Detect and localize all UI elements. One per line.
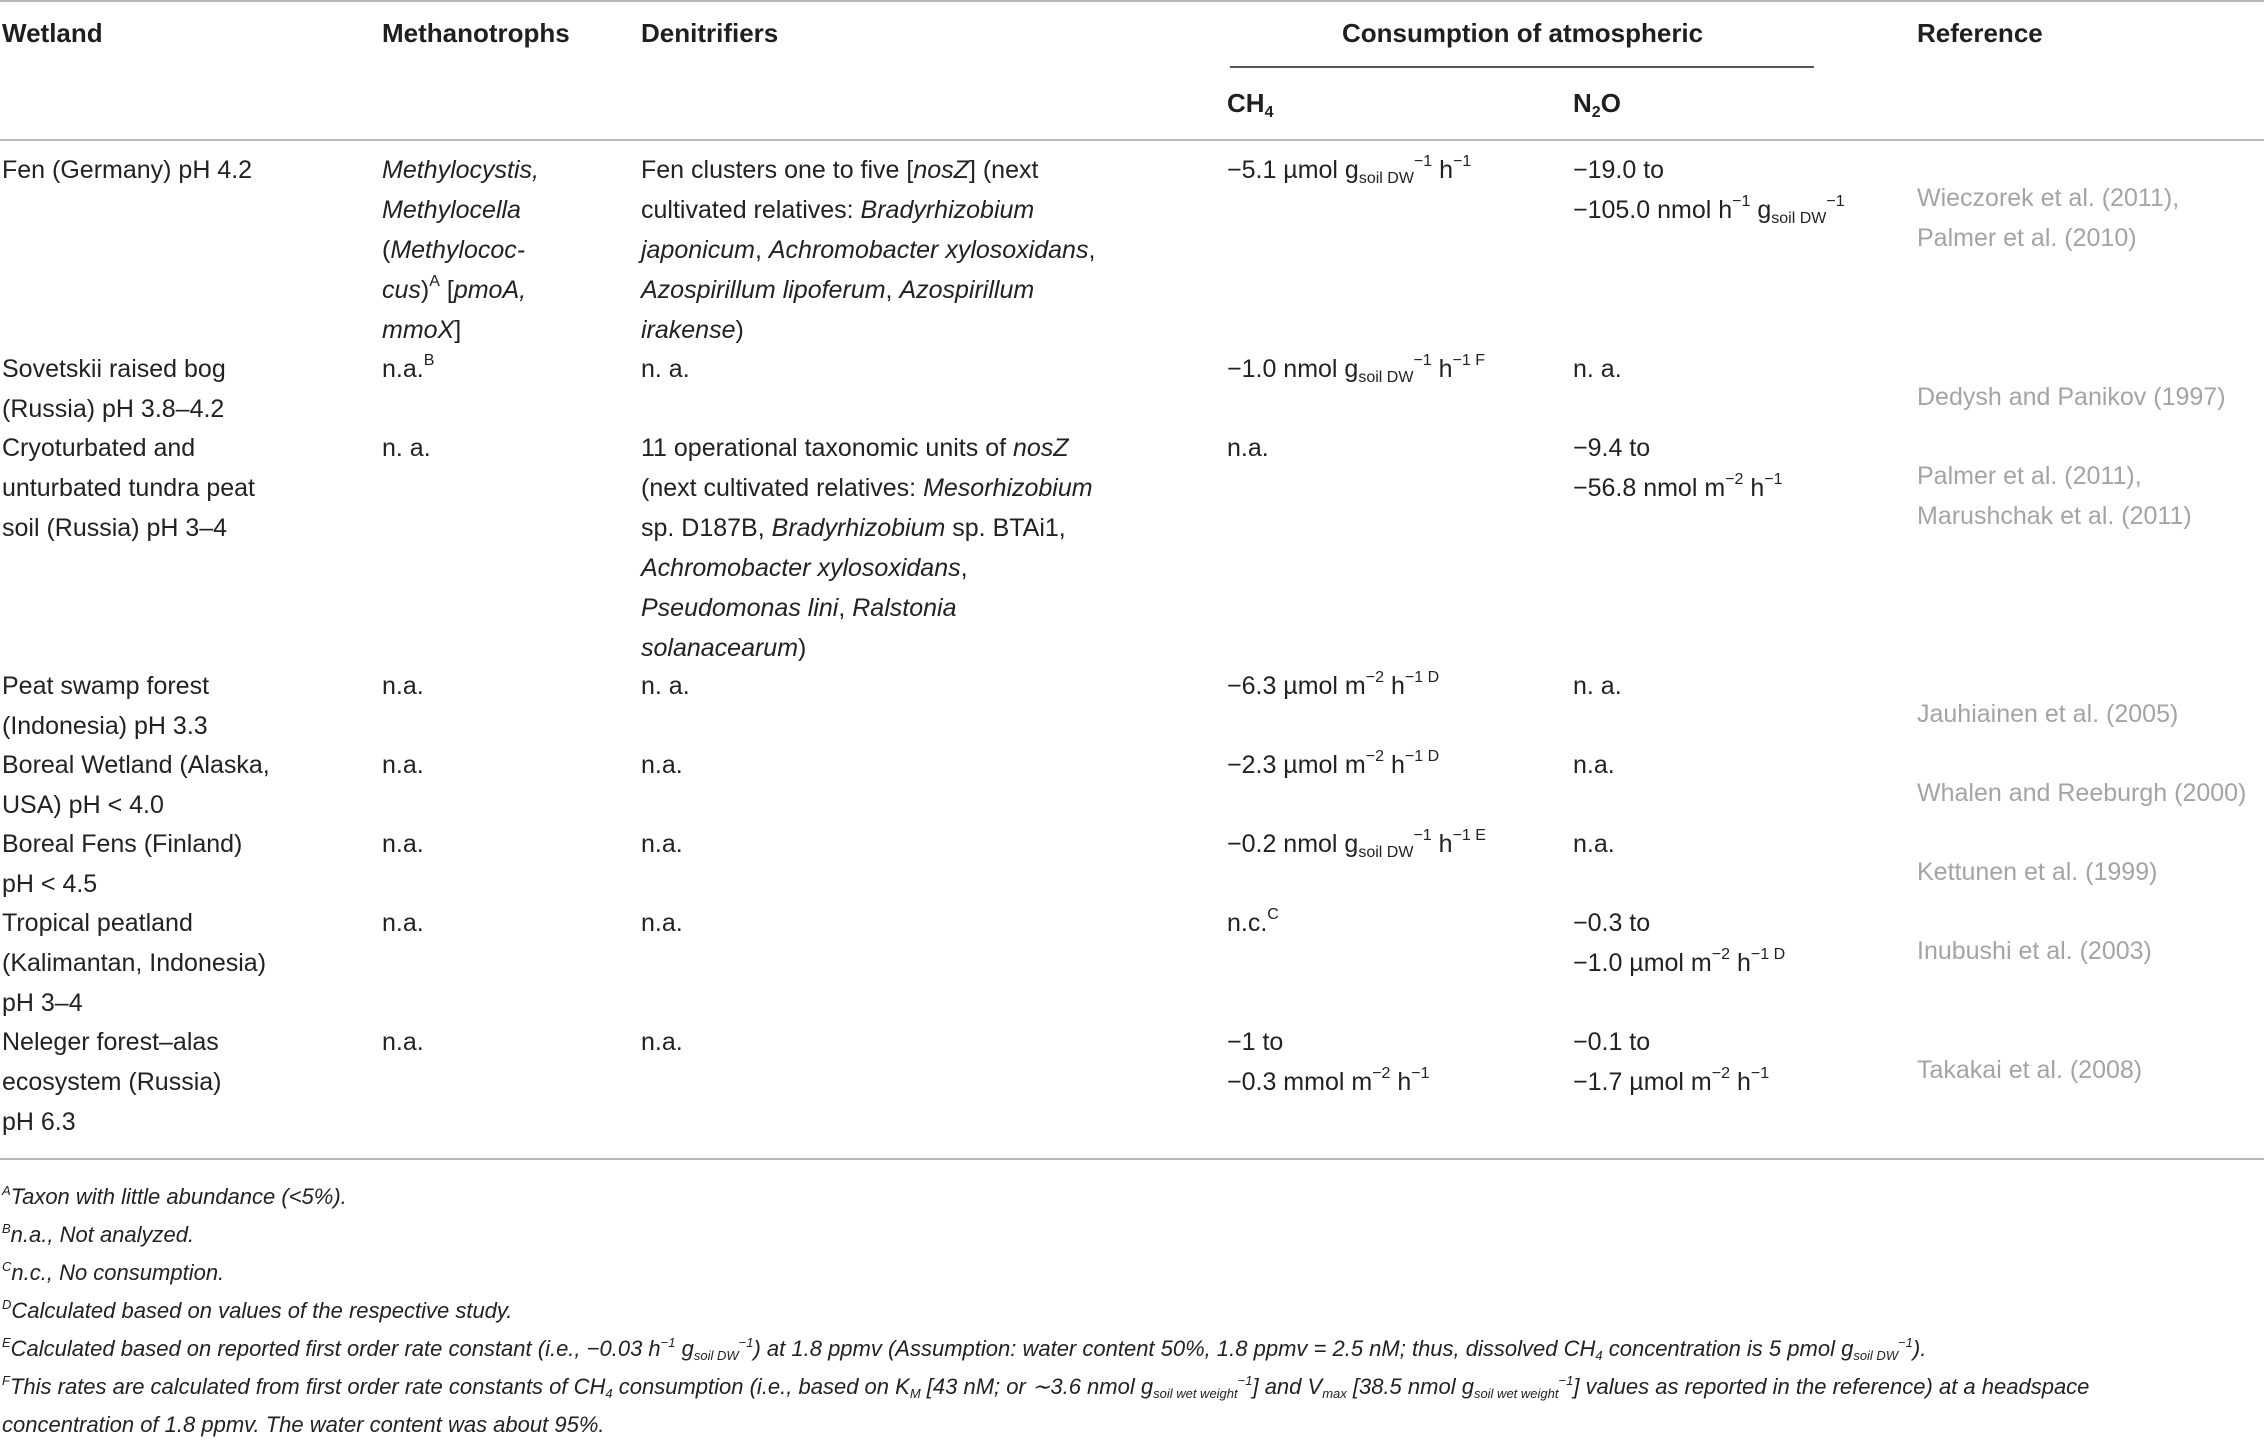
cell-ch4: n.c.$^C$ (1227, 906, 1279, 937)
cell-denitrifiers: n.a. (641, 830, 683, 858)
cell-methanotrophs: n.a. (382, 751, 424, 779)
cell-methanotrophs: n.a.$^B$ (382, 352, 435, 383)
cell-ch4: −5.1 µmol $g_{soil DW}^{-1}$ $h^{-1}$ (1227, 153, 1472, 187)
cell-reference: Dedysh and Panikov (1997) (1917, 383, 2226, 411)
cell-ch4: −6.3 µmol $m^{-2}$ $h^{-1 D}$ (1227, 669, 1440, 700)
cell-reference: Palmer et al. (2011), Marushchak et al. (2011) (1917, 462, 2192, 530)
footnote-d: $^D$Calculated based on values of the respective study. (2, 1297, 513, 1323)
cell-n2o: n.a. (1573, 751, 1615, 779)
table-top-rule (0, 0, 2264, 2)
cell-n2o: n. a. (1573, 355, 1622, 383)
cell-n2o: n. a. (1573, 672, 1622, 700)
cell-n2o: −19.0 to −105.0 nmol $h^{-1}$ $g_{soil DW}^{-1}$ (1573, 156, 1845, 227)
cell-methanotrophs: n.a. (382, 1028, 424, 1056)
header-denitrifiers: Denitrifiers (641, 18, 779, 48)
cell-methanotrophs: n. a. (382, 434, 431, 462)
cell-denitrifiers: n. a. (641, 672, 690, 700)
cell-denitrifiers: n.a. (641, 751, 683, 779)
cell-reference: Whalen and Reeburgh (2000) (1917, 779, 2247, 807)
cell-wetland: Tropical peatland (Kalimantan, Indonesia) pH 3–4 (2, 909, 267, 1017)
cell-wetland: Boreal Fens (Finland) pH < 4.5 (2, 830, 243, 898)
table-bottom-rule (0, 1158, 2264, 1160)
header-ch4: $CH_4$ (1227, 88, 1274, 121)
footnote-b: $^B$n.a., Not analyzed. (2, 1221, 195, 1247)
header-n2o: $N_2O$ (1573, 88, 1621, 121)
cell-ch4: −2.3 µmol $m^{-2}$ $h^{-1 D}$ (1227, 748, 1440, 779)
header-wetland: Wetland (2, 18, 103, 48)
cell-n2o: −0.3 to −1.0 µmol $m^{-2}$ $h^{-1 D}$ (1573, 909, 1786, 977)
footnote-e: $^E$Calculated based on reported first order rate constant (i.e., −0.03 $h^{-1}$ $g_{soil DW}^{-1}$) at 1.8 ppmv (Assumption: water content 50%, 1.8 ppmv = 2.5 nM; thus, dissolved $CH_4$ concentration is 5 pmol $g_{soil DW}^{-1}$). (2, 1335, 1927, 1363)
footnote-a: $^A$Taxon with little abundance (<5%). (2, 1183, 347, 1209)
header-methanotrophs: Methanotrophs (382, 18, 570, 48)
cell-reference: Takakai et al. (2008) (1917, 1056, 2143, 1084)
header-bottom-rule (0, 139, 2264, 141)
cell-denitrifiers: Fen clusters one to five [nosZ] (next cultivated relatives: Bradyrhizobium japonicum, Achromobacter xylosoxidans, Azospirillum lipoferum, Azospirillum irakense) (641, 156, 1096, 344)
cell-methanotrophs: n.a. (382, 672, 424, 700)
cell-ch4: n.a. (1227, 434, 1269, 462)
cell-wetland: Sovetskii raised bog (Russia) pH 3.8–4.2 (2, 355, 226, 423)
cell-ch4: −0.2 nmol $g_{soil DW}^{-1}$ $h^{-1 E}$ (1227, 827, 1486, 861)
cell-reference: Wieczorek et al. (2011), Palmer et al. (2010) (1917, 184, 2180, 252)
cell-n2o: n.a. (1573, 830, 1615, 858)
cell-n2o: −9.4 to −56.8 nmol $m^{-2}$ $h^{-1}$ (1573, 434, 1783, 502)
header-consumption: Consumption of atmospheric (1342, 18, 1704, 48)
footnote-f: $^F$This rates are calculated from first order rate constants of $CH_4$ consumption (i.e., based on $K_M$ [43 nM; or ∼3.6 nmol $g_{soil wet weight}^{-1}$] and $V_{max}$ [38.5 nmol $g_{soil wet weight}^{-1}$] values as reported in the reference) at a headspace concentration of 1.8 ppmv. The water content was about 95%. (2, 1373, 2090, 1437)
cell-wetland: Boreal Wetland (Alaska, USA) pH < 4.0 (2, 751, 270, 819)
cell-wetland: Fen (Germany) pH 4.2 (2, 156, 253, 184)
cell-wetland: Peat swamp forest (Indonesia) pH 3.3 (2, 672, 210, 740)
cell-methanotrophs: Methylocystis, Methylocella (Methylococ- cus)$^A$ [pmoA, mmoX] (382, 156, 539, 344)
cell-reference: Inubushi et al. (2003) (1917, 937, 2152, 965)
header-reference: Reference (1917, 18, 2043, 48)
cell-denitrifiers: n. a. (641, 355, 690, 383)
cell-methanotrophs: n.a. (382, 909, 424, 937)
cell-reference: Jauhiainen et al. (2005) (1917, 700, 2179, 728)
cell-denitrifiers: n.a. (641, 909, 683, 937)
cell-denitrifiers: 11 operational taxonomic units of nosZ (next cultivated relatives: Mesorhizobium sp. D187B, Bradyrhizobium sp. BTAi1, Achromobacter xylosoxidans, Pseudomonas lini, Ralstonia solanacearum) (641, 434, 1093, 662)
cell-denitrifiers: n.a. (641, 1028, 683, 1056)
cell-wetland: Cryoturbated and unturbated tundra peat soil (Russia) pH 3–4 (2, 434, 255, 542)
cell-methanotrophs: n.a. (382, 830, 424, 858)
footnote-c: $^C$n.c., No consumption. (2, 1259, 225, 1285)
cell-wetland: Neleger forest–alas ecosystem (Russia) pH 6.3 (2, 1028, 222, 1136)
consumption-span-rule (1230, 66, 1814, 68)
cell-ch4: −1 to −0.3 mmol $m^{-2}$ $h^{-1}$ (1227, 1028, 1430, 1096)
cell-ch4: −1.0 nmol $g_{soil DW}^{-1}$ $h^{-1 F}$ (1227, 352, 1486, 386)
cell-reference: Kettunen et al. (1999) (1917, 858, 2158, 886)
cell-n2o: −0.1 to −1.7 µmol $m^{-2}$ $h^{-1}$ (1573, 1028, 1770, 1096)
